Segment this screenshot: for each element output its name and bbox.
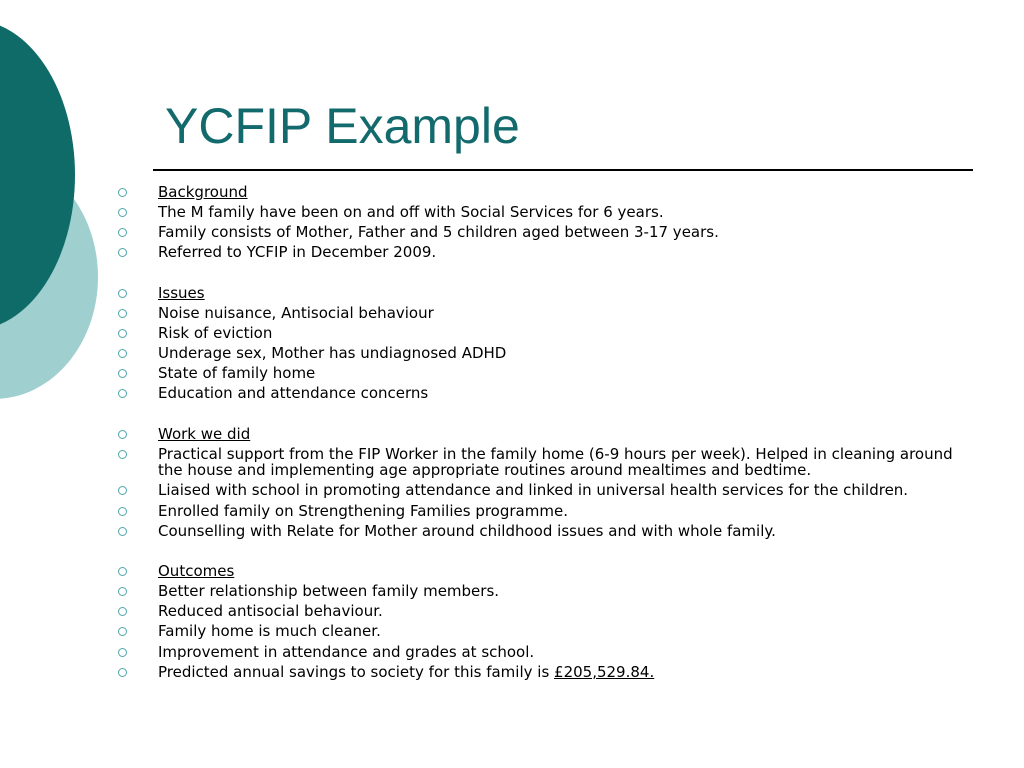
list-item-text: The M family have been on and off with Social Services for 6 years.: [158, 203, 664, 222]
list-item: [118, 345, 978, 362]
slide-title: YCFIP Example: [165, 98, 520, 154]
list-item-text: Better relationship between family members.: [158, 582, 500, 601]
list-item: [118, 325, 978, 342]
list-item-text: Liaised with school in promoting attendance and linked in universal health services for the children.: [158, 481, 909, 500]
circle-bullet-icon: [118, 668, 127, 677]
circle-bullet-icon: [118, 627, 127, 636]
circle-bullet-icon: [118, 248, 127, 257]
list-item-text: Enrolled family on Strengthening Families programme.: [158, 501, 568, 520]
list-item: [118, 426, 978, 443]
circle-bullet-icon: [118, 486, 127, 495]
list-item: [118, 285, 978, 302]
list-item-text: Underage sex, Mother has undiagnosed ADHD: [158, 344, 507, 363]
circle-bullet-icon: [118, 188, 127, 197]
list-item-text: Risk of eviction: [158, 323, 273, 342]
circle-bullet-icon: [118, 450, 127, 459]
list-item-text: Family consists of Mother, Father and 5 children aged between 3-17 years.: [158, 223, 719, 242]
circle-bullet-icon: [118, 309, 127, 318]
circle-bullet-icon: [118, 527, 127, 536]
list-item-text: Counselling with Relate for Mother around childhood issues and with whole family.: [158, 521, 776, 540]
circle-bullet-icon: [118, 349, 127, 358]
list-item-text: Referred to YCFIP in December 2009.: [158, 243, 437, 262]
section-heading-outcomes: Outcomes: [158, 562, 235, 581]
bullet-list: [118, 184, 978, 680]
list-item: [118, 224, 978, 241]
list-item: [118, 385, 978, 402]
list-item: [118, 184, 978, 201]
circle-bullet-icon: [118, 507, 127, 516]
list-item-text: State of family home: [158, 364, 316, 383]
list-item: [118, 446, 978, 479]
list-item-text: Education and attendance concerns: [158, 384, 429, 403]
list-item-text: Improvement in attendance and grades at school.: [158, 642, 535, 661]
circle-bullet-icon: [118, 587, 127, 596]
circle-bullet-icon: [118, 389, 127, 398]
list-item: [118, 204, 978, 221]
circle-bullet-icon: [118, 329, 127, 338]
list-item-text: Predicted annual savings to society for this family is: [158, 662, 555, 681]
title-divider: [153, 169, 973, 171]
list-item: [118, 365, 978, 382]
savings-amount: £205,529.84.: [554, 662, 655, 681]
list-item: [118, 603, 978, 620]
circle-bullet-icon: [118, 648, 127, 657]
list-item: [118, 664, 978, 681]
section-heading-background: Background: [158, 183, 248, 201]
list-item: [118, 305, 978, 322]
list-item-text: Family home is much cleaner.: [158, 622, 381, 641]
list-item: [118, 583, 978, 600]
circle-bullet-icon: [118, 208, 127, 217]
list-item: [118, 503, 978, 520]
circle-bullet-icon: [118, 607, 127, 616]
circle-bullet-icon: [118, 289, 127, 298]
list-item: [118, 644, 978, 661]
circle-bullet-icon: [118, 228, 127, 237]
list-item: [118, 523, 978, 540]
list-item-text: Reduced antisocial behaviour.: [158, 602, 383, 621]
list-item: [118, 623, 978, 640]
circle-bullet-icon: [118, 430, 127, 439]
list-item: [118, 482, 978, 499]
circle-bullet-icon: [118, 369, 127, 378]
section-heading-work-we-did: Work we did: [158, 424, 251, 443]
list-item: [118, 563, 978, 580]
list-item: [118, 244, 978, 261]
list-item-text: Noise nuisance, Antisocial behaviour: [158, 303, 434, 322]
section-heading-issues: Issues: [158, 283, 205, 302]
list-item-text: Practical support from the FIP Worker in the family home (6-9 hours per week). Helped in cleaning around the house and implementing age appropriate routines around mealtimes and bedtime.: [158, 444, 953, 480]
circle-bullet-icon: [118, 567, 127, 576]
